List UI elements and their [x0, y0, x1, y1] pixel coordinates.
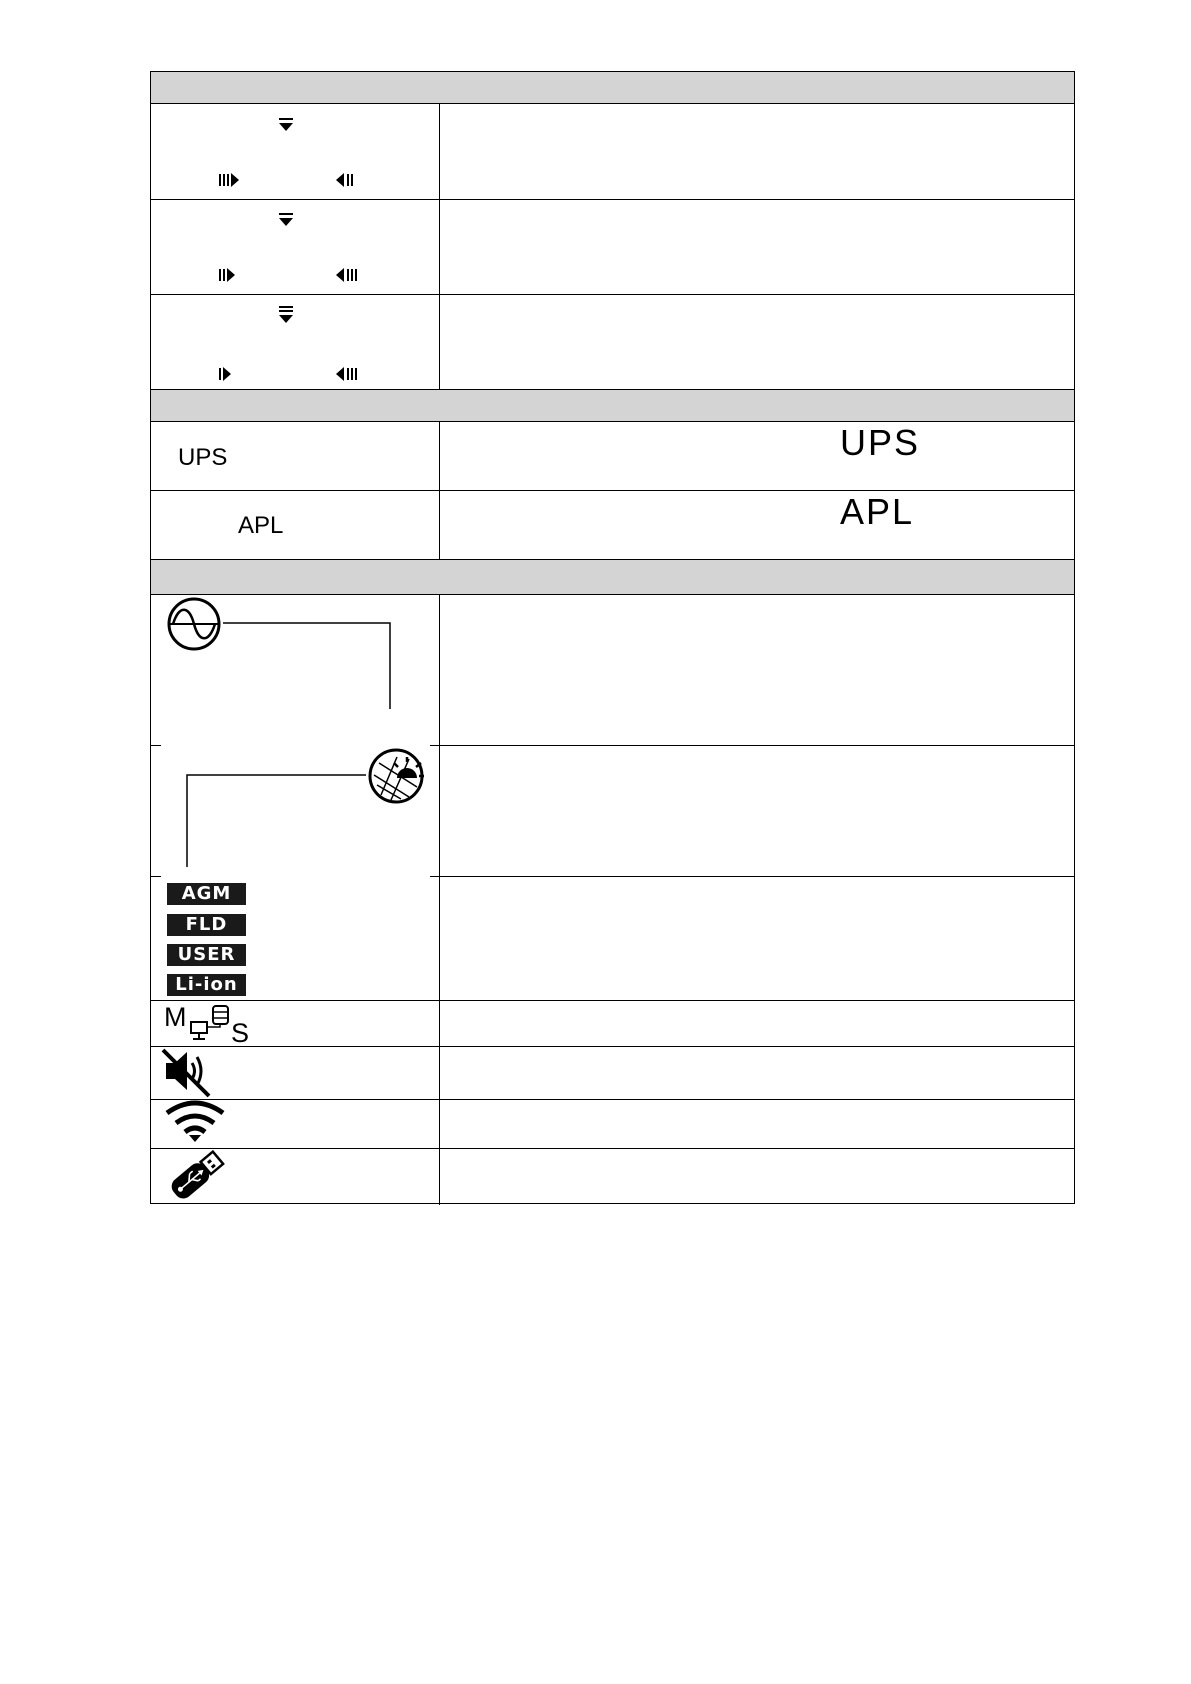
ac-input-row	[151, 595, 439, 745]
column-divider	[439, 595, 440, 1205]
parallel-master-label: M	[164, 1002, 187, 1032]
mode-row-ups	[151, 422, 439, 490]
row-separator	[430, 745, 1074, 746]
row-separator	[430, 876, 1074, 877]
ac-sine-icon	[151, 595, 439, 745]
charge-row-1	[151, 104, 439, 199]
mode-label-ups: UPS	[178, 444, 228, 471]
mode-label-apl: APL	[238, 512, 284, 539]
battery-badge-agm: AGM	[167, 883, 246, 905]
battery-badge-fld: FLD	[167, 914, 246, 936]
charge-level-icon	[151, 104, 439, 199]
parallel-slave-label: S	[231, 1018, 250, 1048]
charge-level-icon	[151, 294, 439, 389]
usb-icon	[151, 1148, 439, 1204]
wifi-row	[151, 1099, 439, 1148]
solar-panel-icon	[151, 745, 439, 876]
speaker-mute-icon	[151, 1046, 439, 1099]
usb-row	[151, 1148, 439, 1204]
parallel-row	[151, 1000, 439, 1046]
mode-desc-ups	[440, 422, 1075, 490]
parallel-network-icon	[151, 1000, 439, 1046]
mode-desc-apl	[440, 490, 1075, 559]
battery-badge-li-ion: Li-ion	[167, 974, 246, 996]
lcd-apl-glyph: APL	[840, 491, 915, 532]
section-header-3	[151, 559, 1074, 595]
wifi-icon	[151, 1099, 439, 1148]
charge-level-icon	[151, 199, 439, 294]
lcd-ups-glyph: UPS	[840, 422, 921, 463]
section-header-2	[151, 389, 1074, 422]
pv-input-row	[151, 745, 439, 876]
charge-row-2	[151, 199, 439, 294]
mute-row	[151, 1046, 439, 1099]
battery-type-row	[151, 876, 439, 1000]
mode-row-apl	[151, 490, 439, 559]
column-divider	[439, 104, 440, 389]
charge-row-3	[151, 294, 439, 389]
battery-badge-user: USER	[167, 944, 246, 966]
icon-description-table	[150, 71, 1075, 1204]
section-header-1	[151, 72, 1074, 104]
